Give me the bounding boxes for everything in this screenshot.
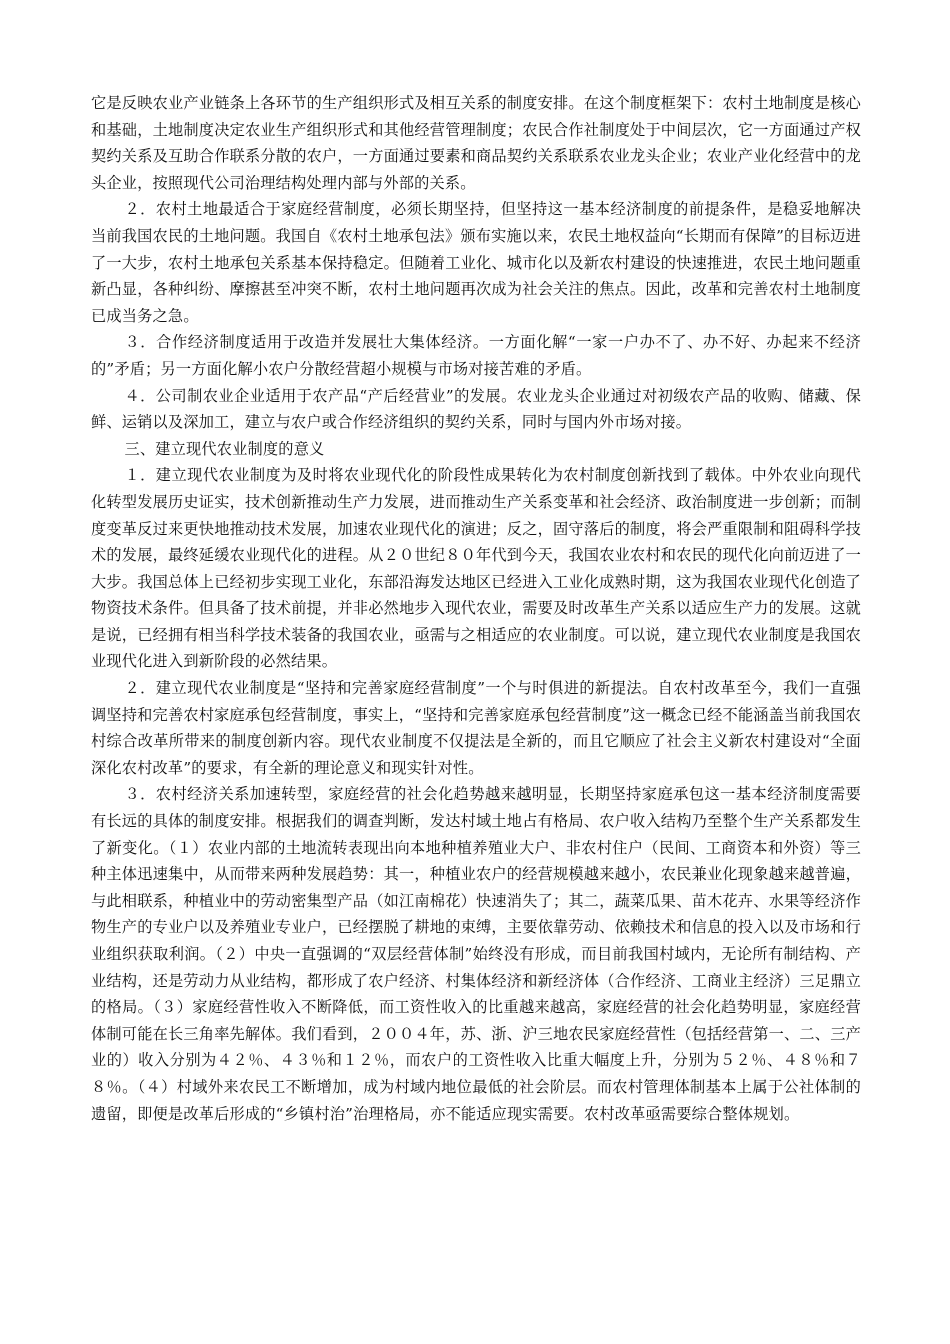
paragraph-item-2-land-system: ２．农村土地最适合于家庭经营制度，必须长期坚持，但坚持这一基本经济制度的前提条件，是稳妥地解决当前我国农民的土地问题。我国自《农村土地承包法》颁布实施以来，农民土地权益向“长期而有保障”的目标迈进了一大步，农村土地承包关系基本保持稳定。但随着工业化、城市化以及新农村建设的快速推进，农民土地问题重新凸显，各种纠纷、摩擦甚至冲突不断，农村土地问题再次成为社会关注的焦点。因此，改革和完善农村土地制度已成当务之急。	[91, 200, 861, 325]
paragraph-item-3-cooperative: ３．合作经济制度适用于改造并发展壮大集体经济。一方面化解“一家一户办不了、办不好、办起来不经济的”矛盾；另一方面化解小农户分散经营超小规模与市场对接苦难的矛盾。	[91, 333, 861, 378]
section-heading: 三、建立现代农业制度的意义	[124, 439, 325, 458]
paragraph-significance-1: １．建立现代农业制度为及时将农业现代化的阶段性成果转化为农村制度创新找到了载体。中外农业向现代化转型发展历史证实，技术创新推动生产力发展，进而推动生产关系变革和社会经济、政治制度进一步创新；而制度变革反过来更快地推动技术发展，加速农业现代化的演进；反之，固守落后的制度，将会严重限制和阻碍科学技术的发展，最终延缓农业现代化的进程。从２０世纪８０年代到今天，我国农业农村和农民的现代化向前迈进了一大步。我国总体上已经初步实现工业化，东部沿海发达地区已经进入工业化成熟时期，这为我国农业现代化创造了物资技术条件。但具备了技术前提，并非必然地步入现代农业，需要及时改革生产关系以适应生产力的发展。这就是说，已经拥有相当科学技术装备的我国农业，亟需与之相适应的农业制度。可以说，建立现代农业制度是我国农业现代化进入到新阶段的必然结果。	[91, 466, 861, 671]
paragraph-item-4-company: ４．公司制农业企业适用于农产品“产后经营业”的发展。农业龙头企业通过对初级农产品的收购、储藏、保鲜、运销以及深加工，建立与农户或合作经济组织的契约关系，同时与国内外市场对接。	[91, 386, 861, 432]
paragraph-significance-2: ２．建立现代农业制度是“坚持和完善家庭经营制度”一个与时俱进的新提法。自农村改革至今，我们一直强调坚持和完善农村家庭承包经营制度，事实上，“坚持和完善家庭承包经营制度”这一概念已经不能涵盖当前我国农村综合改革所带来的制度创新内容。现代农业制度不仅提法是全新的，而且它顺应了社会主义新农村建设对“全面深化农村改革”的要求，有全新的理论意义和现实针对性。	[91, 679, 861, 777]
paragraph-continuation: 它是反映农业产业链条上各环节的生产组织形式及相互关系的制度安排。在这个制度框架下：农村土地制度是核心和基础，土地制度决定农业生产组织形式和其他经营管理制度；农民合作社制度处于中间层次，它一方面通过产权契约关系及互助合作联系分散的农户，一方面通过要素和商品契约关系联系农业龙头企业；农业产业化经营中的龙头企业，按照现代公司治理结构处理内部与外部的关系。	[91, 94, 861, 192]
document-page	[91, 90, 861, 1127]
paragraph-significance-3: ３．农村经济关系加速转型，家庭经营的社会化趋势越来越明显，长期坚持家庭承包这一基本经济制度需要有长远的具体的制度安排。根据我们的调查判断，发达村域土地占有格局、农户收入结构乃至整个生产关系都发生了新变化。（１）农业内部的土地流转表现出向本地种植养殖业大户、非农村住户（民间、工商资本和外资）等三种主体迅速集中，从而带来两种发展趋势：其一，种植业农户的经营规模越来越小，农民兼业化现象越来越普遍，与此相联系，种植业中的劳动密集型产品（如江南棉花）快速消失了；其二，蔬菜瓜果、苗木花卉、水果等经济作物生产的专业户以及养殖业专业户，已经摆脱了耕地的束缚，主要依靠劳动、依赖技术和信息的投入以及市场和行业组织获取利润。（２）中央一直强调的“双层经营体制”始终没有形成，而目前我国村域内，无论所有制结构、产业结构，还是劳动力从业结构，都形成了农户经济、村集体经济和新经济体（合作经济、工商业主经济）三足鼎立的格局。（３）家庭经营性收入不断降低，而工资性收入的比重越来越高，家庭经营的社会化趋势明显，家庭经营体制可能在长三角率先解体。我们看到，２００４年，苏、浙、沪三地农民家庭经营性（包括经营第一、二、三产业的）收入分别为４２％、４３％和１２％，而农户的工资性收入比重大幅度上升，分别为５２％、４８％和７８％。（４）村域外来农民工不断增加，成为村域内地位最低的社会阶层。而农村管理体制基本上属于公社体制的遗留，即便是改革后形成的“乡镇村治”治理格局，亦不能适应现实需要。农村改革亟需要综合整体规划。	[91, 785, 861, 1123]
